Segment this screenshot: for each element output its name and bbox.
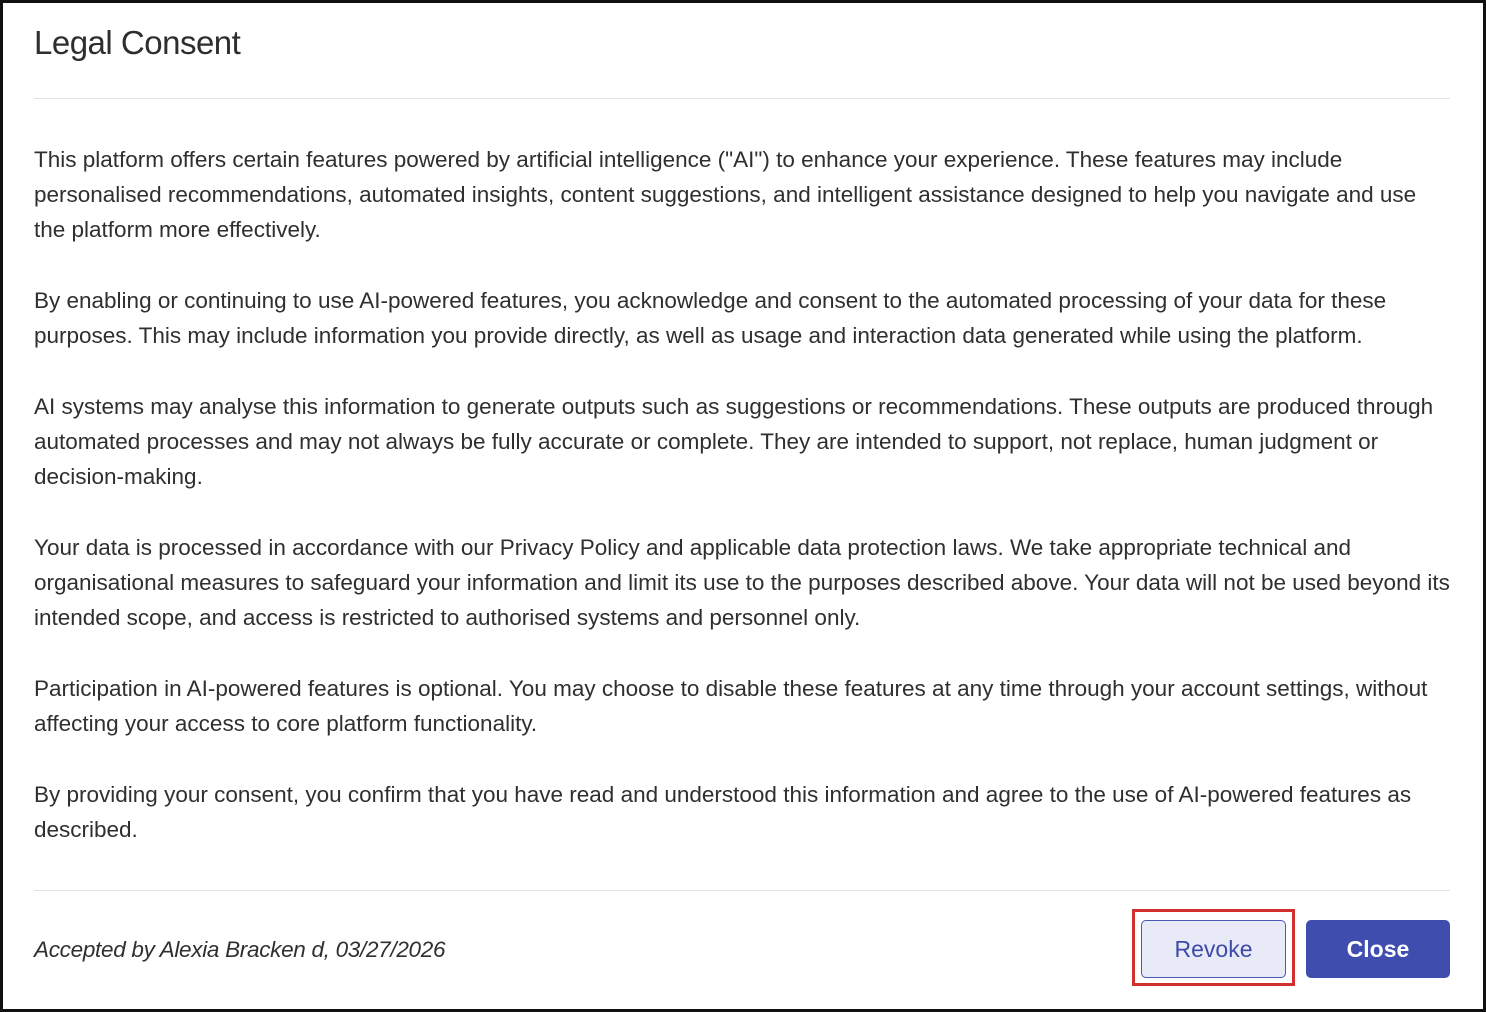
footer-divider [34, 890, 1450, 891]
close-button[interactable]: Close [1306, 920, 1450, 978]
header-divider [34, 98, 1450, 99]
consent-paragraph: By providing your consent, you confirm that you have read and understood this information and agree to the use of AI-powered features as described. [34, 782, 1412, 842]
consent-paragraph: AI systems may analyse this information to generate outputs such as suggestions or recommendations. These outputs are produced through automated processes and may not always be fully accurate or complete. They are intended to support, not replace, human judgment or decision-making. [34, 394, 1434, 489]
accepted-by-note: Accepted by Alexia Bracken d, 03/27/2026 [34, 937, 446, 962]
dialog-title: Legal Consent [34, 24, 241, 61]
consent-body [34, 142, 1450, 883]
revoke-button[interactable]: Revoke [1141, 920, 1286, 978]
consent-paragraph: By enabling or continuing to use AI-powered features, you acknowledge and consent to the automated processing of your data for these purposes. This may include information you provide directly, as well as usage and interaction data generated while using the platform. [34, 288, 1387, 348]
consent-paragraph: This platform offers certain features powered by artificial intelligence ("AI") to enhance your experience. These features may include personalised recommendations, automated insights, content suggestions, and intelligent assistance designed to help you navigate and use the platform more effectively. [34, 147, 1417, 242]
consent-paragraph: Participation in AI-powered features is optional. You may choose to disable these features at any time through your account settings, without affecting your access to core platform functionality. [34, 676, 1428, 736]
consent-paragraph: Your data is processed in accordance with our Privacy Policy and applicable data protection laws. We take appropriate technical and organisational measures to safeguard your information and limit its use to the purposes described above. Your data will not be used beyond its intended scope, and access is restricted to authorised systems and personnel only. [34, 535, 1450, 630]
